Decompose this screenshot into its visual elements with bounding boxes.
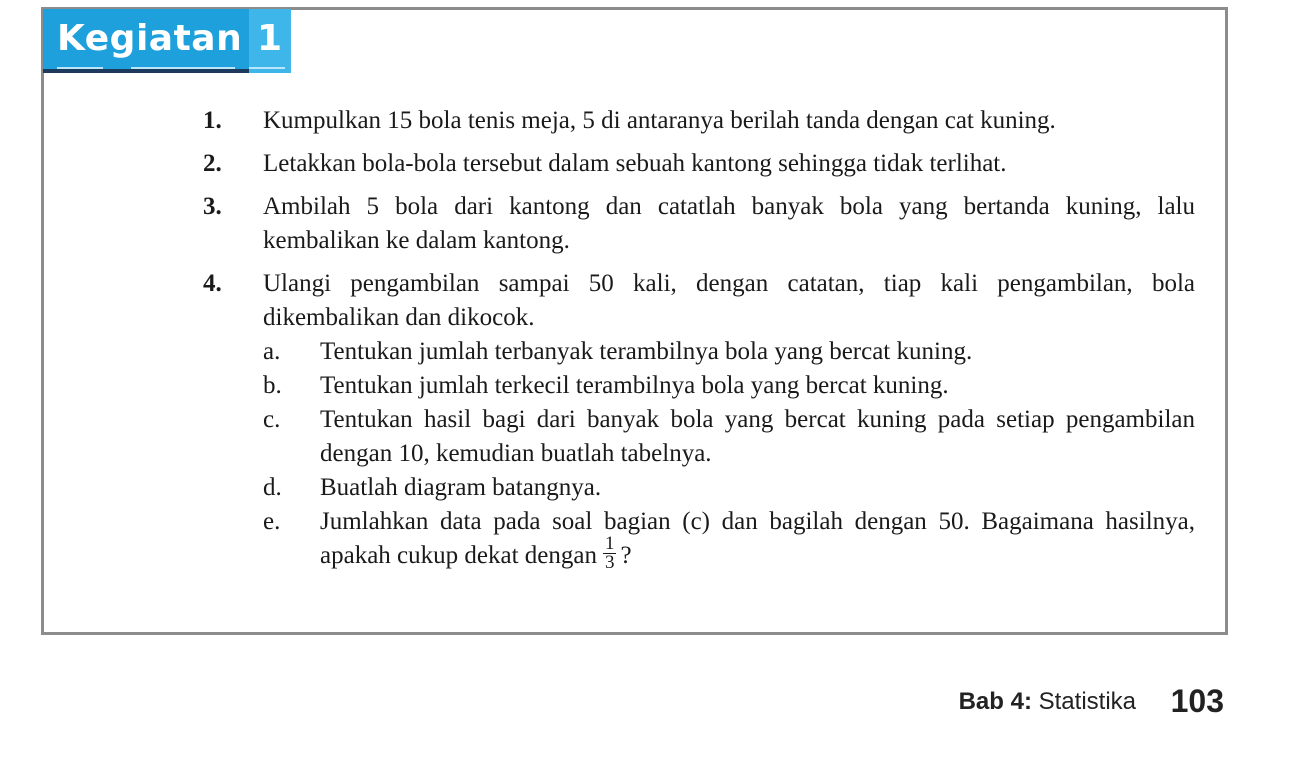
substep-text: Buatlah diagram batangnya.: [320, 474, 602, 501]
number-underline: [249, 67, 285, 69]
activity-title: Kegiatan: [57, 18, 243, 59]
substep-item: [263, 335, 1195, 369]
header-title-box: [43, 9, 249, 73]
chapter-label: Bab 4:: [958, 688, 1032, 715]
step-item: [203, 147, 1195, 181]
activity-header: [43, 9, 291, 73]
page-footer: [959, 688, 1136, 716]
step-text: Ambilah 5 bola dari kantong dan catatlah banyak bola yang bertanda kuning, lalu kembalikan ke dalam kantong.: [263, 193, 1195, 254]
step-number: 4.: [203, 270, 222, 297]
substep-letter: a.: [263, 338, 281, 365]
substep-text-body: Jumlahkan data pada soal bagian (c) dan bagilah dengan 50. Bagaimana hasilnya, apakah cukup dekat dengan: [320, 508, 1195, 570]
question-mark: ?: [620, 542, 632, 570]
step-item: [203, 104, 1195, 138]
fraction-numerator: 1: [604, 533, 615, 554]
page-number: 103: [1170, 683, 1224, 719]
step-text: Ulangi pengambilan sampai 50 kali, dengan catatan, tiap kali pengambilan, bola dikembalikan dan dikocok.: [263, 270, 1195, 331]
step-number: 3.: [203, 193, 222, 220]
substep-item: [263, 369, 1195, 403]
substep-text: Tentukan jumlah terbanyak terambilnya bola yang bercat kuning.: [320, 338, 973, 365]
title-underline: [57, 67, 103, 69]
substep-text: [320, 505, 1195, 576]
fraction-denominator: 3: [604, 552, 615, 573]
substep-letter: d.: [263, 474, 282, 501]
activity-steps: [203, 104, 1195, 585]
substep-item: [263, 505, 1195, 576]
substep-text: Tentukan jumlah terkecil terambilnya bola yang bercat kuning.: [320, 372, 949, 399]
step-item: [203, 190, 1195, 258]
step-text: Letakkan bola-bola tersebut dalam sebuah kantong sehingga tidak terlihat.: [263, 150, 1007, 177]
substep-item: [263, 403, 1195, 471]
substep-letter: b.: [263, 372, 282, 399]
header-number-box: [249, 9, 291, 73]
title-underline: [131, 67, 235, 69]
fraction: [603, 535, 617, 572]
chapter-topic: Statistika: [1038, 688, 1136, 715]
substep-item: [263, 471, 1195, 505]
step-item: [203, 267, 1195, 576]
step-number: 1.: [203, 107, 222, 134]
substep-letter: e.: [263, 508, 281, 535]
step-text: Kumpulkan 15 bola tenis meja, 5 di antaranya berilah tanda dengan cat kuning.: [263, 107, 1056, 134]
substep-text: Tentukan hasil bagi dari banyak bola yang bercat kuning pada setiap pengambilan dengan 10, kemudian buatlah tabelnya.: [320, 406, 1195, 467]
step-number: 2.: [203, 150, 222, 177]
substep-letter: c.: [263, 406, 281, 433]
activity-number: 1: [257, 18, 283, 59]
